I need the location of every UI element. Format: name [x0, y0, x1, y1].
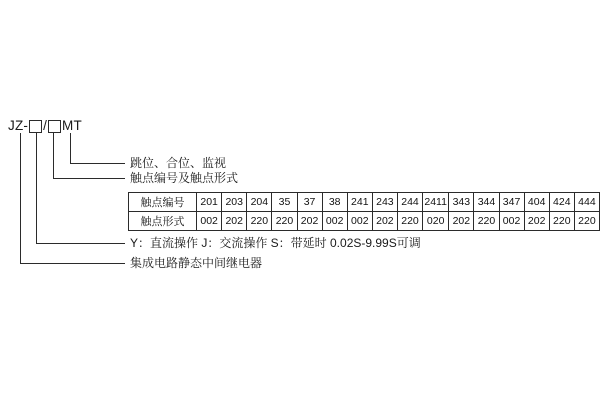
cell-contact-number: 243	[372, 193, 397, 212]
cell-contact-form: 220	[272, 212, 297, 231]
cell-contact-number: 203	[222, 193, 247, 212]
cell-contact-form: 220	[574, 212, 599, 231]
cell-contact-form: 202	[524, 212, 549, 231]
leader-riser-operation	[36, 133, 37, 243]
contacts-table-wrap	[128, 192, 600, 231]
annotation-product: 集成电路静态中间继电器	[130, 256, 263, 270]
cell-contact-form: 220	[247, 212, 272, 231]
cell-contact-number: 38	[322, 193, 347, 212]
leader-line-operation	[36, 243, 125, 244]
cell-contact-number: 404	[524, 193, 549, 212]
cell-contact-form: 202	[372, 212, 397, 231]
model-code-prefix: JZ-	[8, 118, 29, 133]
cell-contact-form: 020	[423, 212, 449, 231]
leader-line-status	[70, 163, 125, 164]
annotation-operation: Y：直流操作 J：交流操作 S：带延时 0.02S-9.99S可调	[130, 236, 421, 250]
cell-contact-form: 002	[347, 212, 372, 231]
contacts-table	[128, 192, 600, 231]
cell-contact-number: 424	[549, 193, 574, 212]
cell-contact-form: 002	[197, 212, 222, 231]
cell-contact-form: 220	[397, 212, 422, 231]
cell-contact-number: 444	[574, 193, 599, 212]
leader-riser-contact	[53, 133, 54, 178]
cell-contact-number: 343	[449, 193, 474, 212]
annotation-contact-number-form: 触点编号及触点形式	[130, 171, 239, 185]
leader-line-contact	[53, 178, 125, 179]
leader-line-product	[20, 263, 125, 264]
cell-contact-number: 347	[499, 193, 524, 212]
annotation-status: 跳位、合位、监视	[130, 156, 227, 170]
cell-contact-form: 002	[322, 212, 347, 231]
table-row-contact-numbers	[129, 193, 600, 212]
model-code-box-2	[48, 120, 61, 133]
leader-riser-product	[20, 133, 21, 263]
row-header-contact-form: 触点形式	[129, 212, 197, 231]
model-code	[8, 118, 82, 133]
cell-contact-number: 37	[297, 193, 322, 212]
row-header-contact-number: 触点编号	[129, 193, 197, 212]
cell-contact-number: 201	[197, 193, 222, 212]
cell-contact-form: 202	[222, 212, 247, 231]
model-code-suffix: MT	[62, 118, 82, 133]
cell-contact-form: 202	[449, 212, 474, 231]
cell-contact-number: 344	[474, 193, 499, 212]
cell-contact-form: 202	[297, 212, 322, 231]
leader-riser-status	[70, 133, 71, 163]
cell-contact-form: 220	[549, 212, 574, 231]
cell-contact-number: 204	[247, 193, 272, 212]
model-code-box-1	[29, 120, 42, 133]
cell-contact-number: 35	[272, 193, 297, 212]
cell-contact-number: 2411	[423, 193, 449, 212]
table-row-contact-forms	[129, 212, 600, 231]
cell-contact-form: 220	[474, 212, 499, 231]
cell-contact-number: 241	[347, 193, 372, 212]
cell-contact-number: 244	[397, 193, 422, 212]
model-code-separator: /	[43, 118, 48, 133]
cell-contact-form: 002	[499, 212, 524, 231]
